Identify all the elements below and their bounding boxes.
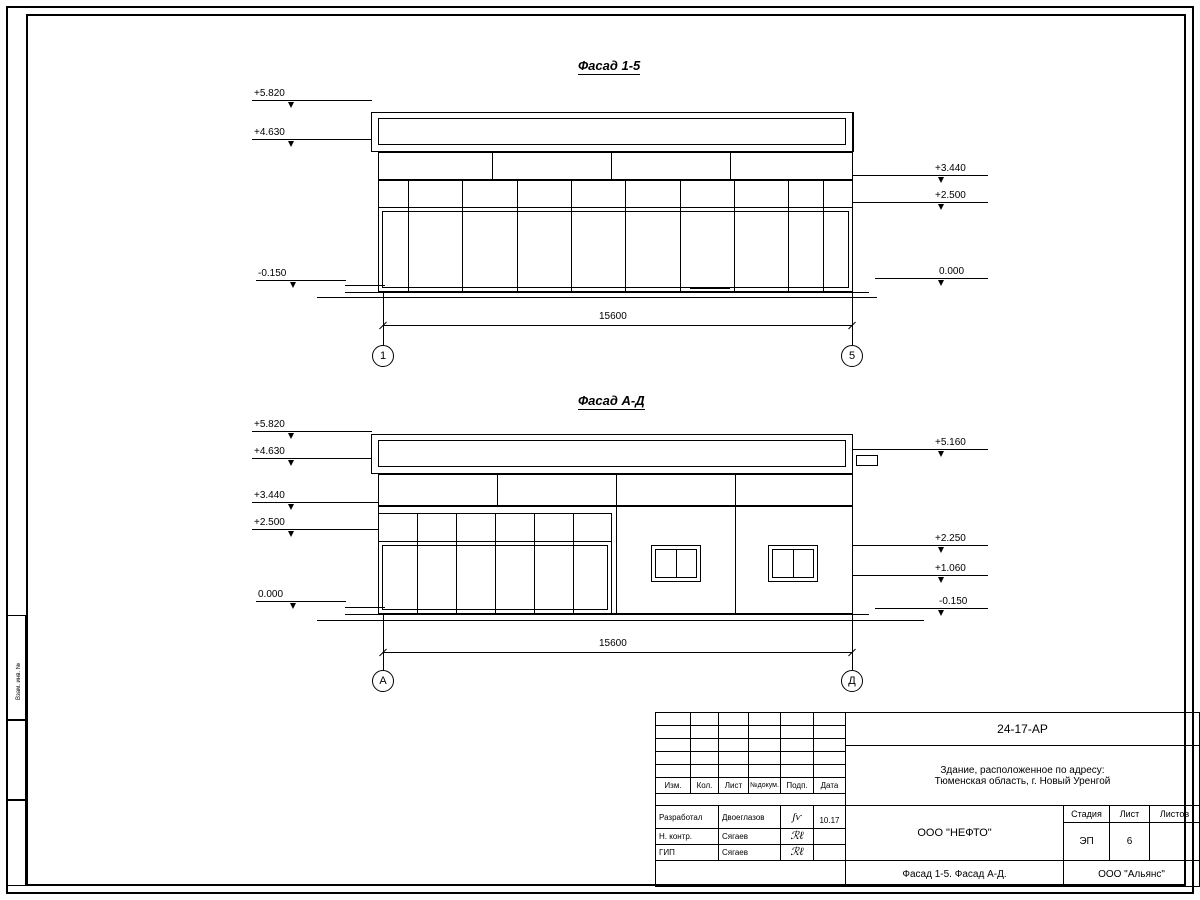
- facade15-upper-glazing: [378, 152, 853, 180]
- facade15-axis-line-left: [383, 325, 384, 345]
- facadead-level-left-4: 0.000: [258, 589, 284, 600]
- tb-grid-r1c5: [781, 713, 814, 726]
- tb-grid-r4c1: [656, 752, 691, 765]
- tb-header-data: Дата: [814, 778, 846, 794]
- facadead-level-right-2-leader: [853, 575, 988, 576]
- facade15-level-right-0: +3.440: [935, 163, 966, 174]
- tb-grid-r3c5: [781, 739, 814, 752]
- tb-object-name: [846, 746, 1199, 806]
- facade15-level-left-0-arrow: [288, 102, 294, 108]
- facadead-apron: [345, 607, 385, 608]
- tb-grid-r5c3: [719, 765, 749, 778]
- tb-grid-r5c1: [656, 765, 691, 778]
- facadead-roof-drain: [856, 455, 878, 466]
- facade15-axis-line-right: [852, 325, 853, 345]
- tb-sheet-title: Фасад 1-5. Фасад А-Д.: [846, 861, 1064, 887]
- facadead-level-left-4-arrow: [290, 603, 296, 609]
- title-block: [655, 712, 1200, 887]
- facadead-level-right-0-arrow: [938, 451, 944, 457]
- facade15-level-right-1-leader: [853, 202, 988, 203]
- facadead-ground-line: [317, 620, 924, 621]
- tb-grid-r4c4: [749, 752, 781, 765]
- facadead-upper-mullion-1: [497, 474, 498, 506]
- tb-name-2: Сягаев: [719, 845, 781, 861]
- facadead-level-left-2-arrow: [288, 504, 294, 510]
- tb-header-izm: Изм.: [656, 778, 691, 794]
- tb-grid-r3c2: [691, 739, 719, 752]
- facadead-level-right-1: +2.250: [935, 533, 966, 544]
- tb-grid-r3c6: [814, 739, 846, 752]
- tb-grid-r5c6: [814, 765, 846, 778]
- facade15-level-left-1-leader: [252, 139, 372, 140]
- facade15-dimension-line: [383, 325, 853, 326]
- tb-header-ndoc: №докум.: [749, 778, 781, 794]
- side-stamp-cell-2: [6, 720, 26, 800]
- tb-date-2: [814, 845, 846, 861]
- facadead-window-2-mullion: [793, 549, 794, 578]
- facadead-plinth-top: [345, 614, 869, 615]
- signature-glyph-2: ℛℓ: [790, 846, 804, 858]
- facade15-dimension-value: 15600: [596, 311, 630, 322]
- tb-grid-r3c1: [656, 739, 691, 752]
- facade15-level-right-2-leader: [875, 278, 988, 279]
- facade15-upper-mullion-3: [730, 152, 731, 180]
- tb-grid-r1c2: [691, 713, 719, 726]
- tb-name-1: Сягаев: [719, 829, 781, 845]
- facadead-level-left-1-arrow: [288, 460, 294, 466]
- elevation-a-d-title: Фасад А-Д: [578, 393, 645, 408]
- tb-grid-r3c3: [719, 739, 749, 752]
- facadead-dimension-value: 15600: [596, 638, 630, 649]
- facadead-level-left-1-leader: [252, 458, 372, 459]
- facadead-level-right-1-leader: [853, 545, 988, 546]
- tb-header-list: Лист: [719, 778, 749, 794]
- facadead-level-right-0: +5.160: [935, 437, 966, 448]
- facade15-level-left-2-arrow: [290, 282, 296, 288]
- facade15-level-left-1: +4.630: [254, 127, 285, 138]
- facadead-level-left-1: +4.630: [254, 446, 285, 457]
- facade15-level-left-0: +5.820: [254, 88, 285, 99]
- tb-date-0: 10.17: [814, 806, 846, 829]
- facadead-level-left-3: +2.500: [254, 517, 285, 528]
- tb-grid-r4c3: [719, 752, 749, 765]
- facadead-window-1-mullion: [676, 549, 677, 578]
- facade15-level-left-1-arrow: [288, 141, 294, 147]
- facadead-axis-ext-left: [383, 614, 384, 670]
- tb-grid-r4c6: [814, 752, 846, 765]
- facade15-level-right-0-leader: [853, 175, 988, 176]
- tb-grid-r5c2: [691, 765, 719, 778]
- tb-grid-r2c3: [719, 726, 749, 739]
- tb-grid-r2c6: [814, 726, 846, 739]
- tb-list-header: Лист: [1110, 806, 1150, 823]
- tb-sheet-code: 24-17-АР: [846, 713, 1199, 746]
- facadead-level-right-3-leader: [875, 608, 988, 609]
- facadead-upper-mullion-2: [616, 474, 617, 506]
- tb-lists-value: [1150, 823, 1199, 861]
- facadead-level-left-0: +5.820: [254, 419, 285, 430]
- facadead-level-left-3-arrow: [288, 531, 294, 537]
- tb-date-1: [814, 829, 846, 845]
- facade15-upper-mullion-1: [492, 152, 493, 180]
- tb-object-line-2: Тюменская область, г. Новый Уренгой: [934, 775, 1111, 787]
- tb-grid-r4c2: [691, 752, 719, 765]
- facadead-level-left-3-leader: [252, 529, 378, 530]
- tb-sign-2: [781, 845, 814, 861]
- facadead-level-left-0-leader: [252, 431, 372, 432]
- tb-grid-r2c5: [781, 726, 814, 739]
- facade15-apron-right: [690, 288, 730, 289]
- tb-header-kol: Кол.: [691, 778, 719, 794]
- facadead-dimension-line: [383, 652, 853, 653]
- tb-designer: ООО "Альянс": [1098, 868, 1165, 880]
- facadead-level-right-2: +1.060: [935, 563, 966, 574]
- facadead-axis-ext-right: [852, 614, 853, 670]
- tb-stage-value: ЭП: [1064, 823, 1110, 861]
- elevation-1-5-title: Фасад 1-5: [578, 58, 641, 73]
- facade15-parapet-edge: [853, 112, 854, 152]
- facade15-apron: [345, 285, 385, 286]
- tb-role-0: Разработал: [656, 806, 719, 829]
- tb-grid-r4c5: [781, 752, 814, 765]
- facadead-level-left-2-leader: [252, 502, 378, 503]
- side-stamp-label: Взам. инв. №: [16, 662, 22, 700]
- tb-bottom-left-blank: [656, 861, 846, 887]
- tb-grid-r1c4: [749, 713, 781, 726]
- facadead-level-right-3: -0.150: [939, 596, 968, 607]
- tb-sign-0: [781, 806, 814, 829]
- facadead-level-right-1-arrow: [938, 547, 944, 553]
- facade15-level-right-2-arrow: [938, 280, 944, 286]
- facade15-plinth-top: [345, 292, 869, 293]
- facade15-window-inner: [382, 211, 849, 288]
- facade15-level-right-1: +2.500: [935, 190, 966, 201]
- tb-grid-r5c5: [781, 765, 814, 778]
- tb-lists-header: Листов: [1150, 806, 1199, 823]
- tb-grid-r2c4: [749, 726, 781, 739]
- tb-grid-r1c6: [814, 713, 846, 726]
- facade15-parapet-inner: [378, 118, 846, 145]
- facadead-level-left-4-leader: [256, 601, 346, 602]
- facadead-axis-bubble-a: А: [372, 670, 394, 692]
- facadead-parapet-inner: [378, 440, 846, 467]
- tb-sign-1: [781, 829, 814, 845]
- facade15-axis-bubble-1: 1: [372, 345, 394, 367]
- tb-grid-r1c1: [656, 713, 691, 726]
- tb-grid-r2c1: [656, 726, 691, 739]
- facade15-upper-mullion-2: [611, 152, 612, 180]
- facade15-level-right-0-arrow: [938, 177, 944, 183]
- tb-grid-r2c2: [691, 726, 719, 739]
- tb-list-value: 6: [1110, 823, 1150, 861]
- facadead-glazing-inner: [382, 545, 608, 610]
- tb-grid-r1c3: [719, 713, 749, 726]
- facade15-level-left-2-leader: [256, 280, 346, 281]
- tb-header-podp: Подп.: [781, 778, 814, 794]
- facade15-level-left-2: -0.150: [258, 268, 287, 279]
- tb-object-line-1: Здание, расположенное по адресу:: [940, 764, 1105, 776]
- signature-glyph-0: ʃѵ: [792, 810, 802, 823]
- tb-stage-header: Стадия: [1064, 806, 1110, 823]
- tb-grid-r3c4: [749, 739, 781, 752]
- facadead-level-left-0-arrow: [288, 433, 294, 439]
- facadead-level-right-2-arrow: [938, 577, 944, 583]
- tb-spacer-row: [656, 794, 846, 806]
- facade15-axis-bubble-5: 5: [841, 345, 863, 367]
- facadead-wall-joint-1: [616, 506, 617, 614]
- facade15-ground-line: [317, 297, 877, 298]
- facadead-level-left-2: +3.440: [254, 490, 285, 501]
- facade15-level-right-1-arrow: [938, 204, 944, 210]
- tb-role-1: Н. контр.: [656, 829, 719, 845]
- facadead-level-right-3-arrow: [938, 610, 944, 616]
- tb-customer: ООО "НЕФТО": [846, 806, 1064, 861]
- facadead-level-right-0-leader: [853, 449, 988, 450]
- facadead-upper-mullion-3: [735, 474, 736, 506]
- signature-glyph-1: ℛℓ: [790, 830, 804, 842]
- facade15-transom: [378, 207, 853, 208]
- facadead-axis-bubble-d: Д: [841, 670, 863, 692]
- facadead-wall-joint-2: [735, 506, 736, 614]
- tb-role-2: ГИП: [656, 845, 719, 861]
- tb-grid-r5c4: [749, 765, 781, 778]
- side-stamp-cell-3: [6, 800, 26, 886]
- tb-name-0: Двоеглазов: [719, 806, 781, 829]
- facade15-level-left-0-leader: [252, 100, 372, 101]
- facade15-level-right-2: 0.000: [939, 266, 965, 277]
